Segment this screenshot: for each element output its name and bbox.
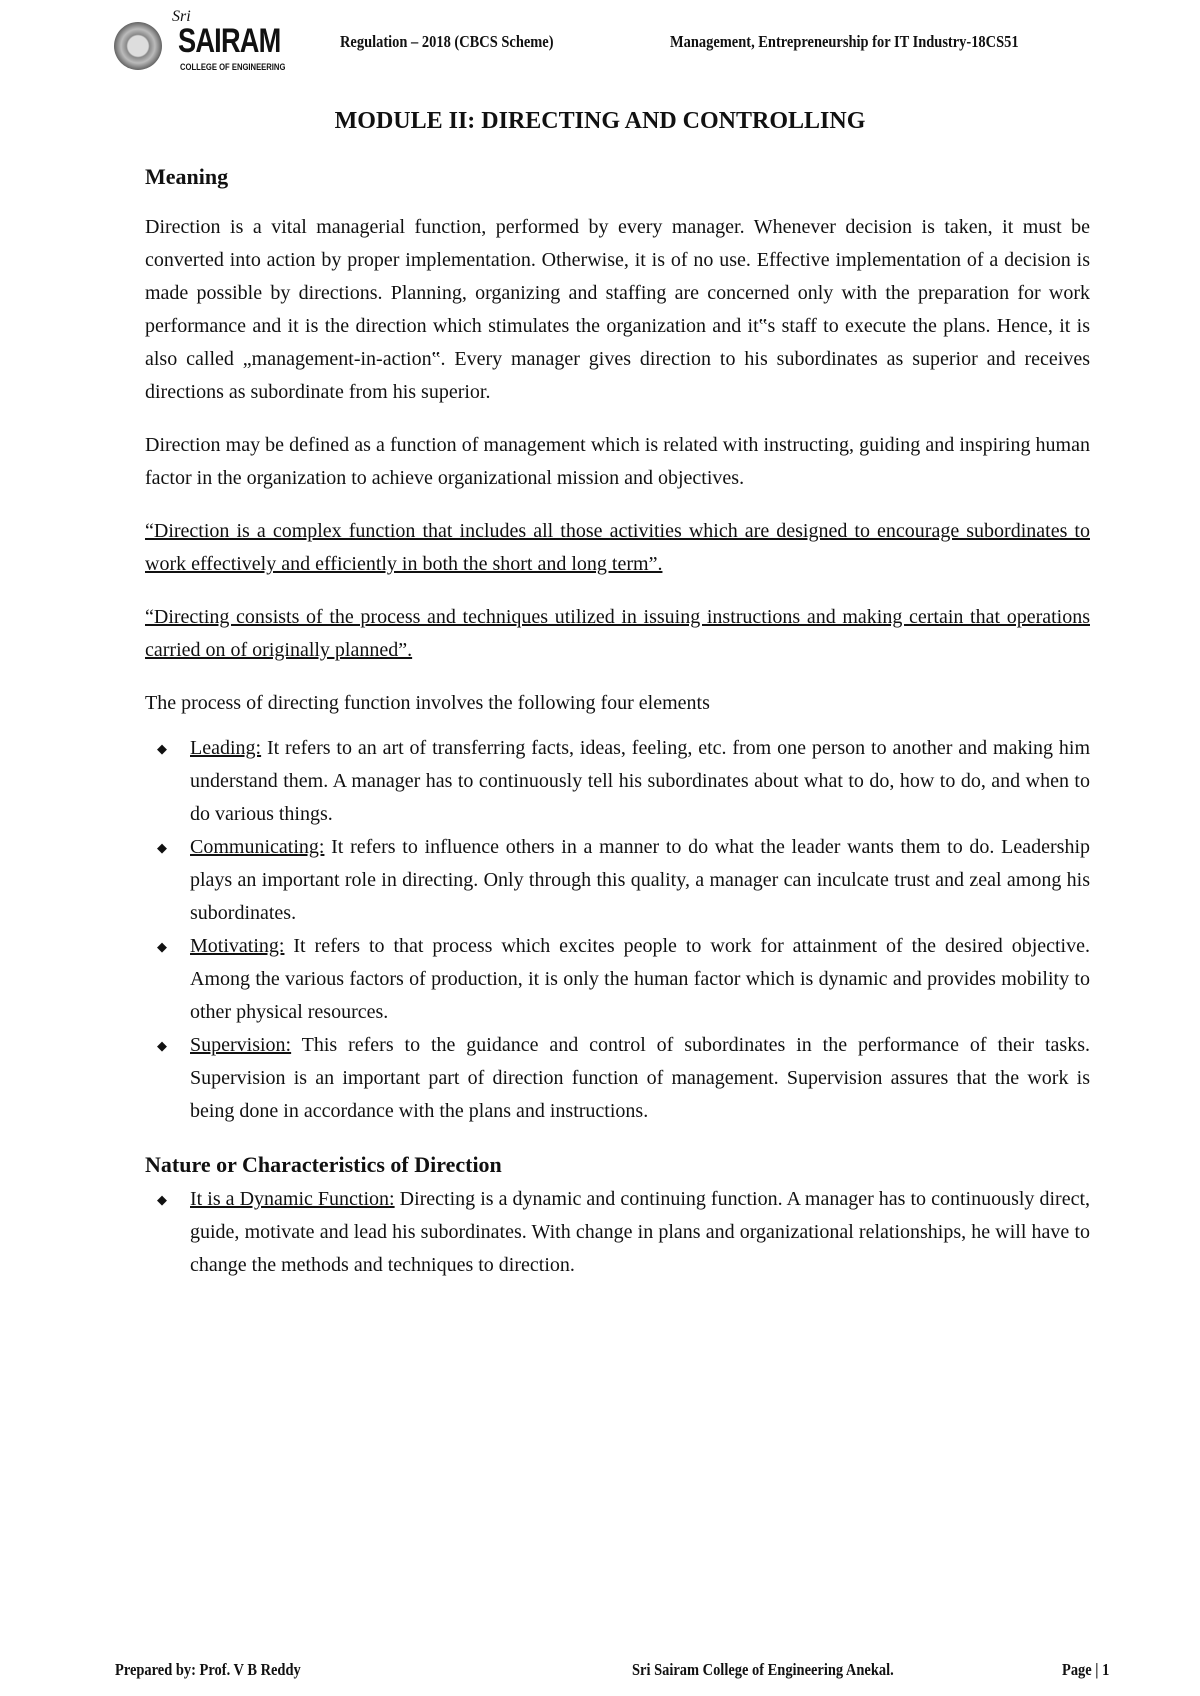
nature-heading: Nature or Characteristics of Direction bbox=[145, 1152, 502, 1177]
elements-list bbox=[145, 732, 1090, 1128]
term: Motivating: bbox=[190, 935, 285, 957]
footer-college: Sri Sairam College of Engineering Anekal. bbox=[632, 1660, 894, 1679]
nature-list bbox=[145, 1183, 1090, 1282]
prepared-by: Prepared by: Prof. V B Reddy bbox=[115, 1660, 301, 1679]
list-item bbox=[145, 732, 1090, 831]
logo-sri: Sri bbox=[172, 8, 191, 25]
regulation-text: Regulation – 2018 (CBCS Scheme) bbox=[340, 32, 554, 51]
page-header bbox=[110, 8, 1170, 74]
definition: It refers to an art of transferring facts, ideas, feeling, etc. from one person to another and making him understand them. A manager has to continuously tell his subordinates about what to do, how to do, and when to do various things. bbox=[190, 737, 1090, 825]
definition: This refers to the guidance and control of subordinates in the performance of their tasks. Supervision is an important part of direction function of management. Supervision assures that the work is being done in accordance with the plans and instructions. bbox=[190, 1034, 1090, 1122]
term: Supervision: bbox=[190, 1034, 292, 1056]
list-item bbox=[145, 1183, 1090, 1282]
list-item bbox=[145, 831, 1090, 930]
page-number: Page | 1 bbox=[1062, 1660, 1110, 1679]
term: It is a Dynamic Function: bbox=[190, 1188, 395, 1210]
list-item bbox=[145, 1029, 1090, 1128]
seal-icon bbox=[114, 22, 162, 70]
paragraph: The process of directing function involves the following four elements bbox=[145, 692, 710, 714]
quote: “Directing consists of the process and techniques utilized in issuing instructions and making certain that operations carried on of originally planned”. bbox=[145, 606, 1090, 661]
term: Communicating: bbox=[190, 836, 325, 858]
definition: It refers to influence others in a manner to do what the leader wants them to do. Leadership plays an important role in directing. Only through this quality, a manager can inculcate trust and zeal among his subordinates. bbox=[190, 836, 1090, 924]
quote: “Direction is a complex function that includes all those activities which are designed to encourage subordinates to work effectively and efficiently in both the short and long term”. bbox=[145, 520, 1090, 575]
college-logo bbox=[110, 8, 310, 74]
logo-subtitle: COLLEGE OF ENGINEERING bbox=[180, 62, 286, 72]
module-title: MODULE II: DIRECTING AND CONTROLLING bbox=[334, 108, 866, 134]
meaning-heading: Meaning bbox=[145, 164, 229, 189]
list-item bbox=[145, 930, 1090, 1029]
term: Leading: bbox=[190, 737, 262, 759]
paragraph: Direction may be defined as a function of management which is related with instructing, guiding and inspiring human factor in the organization to achieve organizational mission and objectives. bbox=[145, 434, 1090, 489]
definition: It refers to that process which excites people to work for attainment of the desired objective. Among the various factors of production, it is only the human factor which is dynamic and provides mobility to other physical resources. bbox=[190, 935, 1090, 1023]
definition: Directing is a dynamic and continuing function. A manager has to continuously direct, guide, motivate and lead his subordinates. With change in plans and organizational relationships, he will have to change the methods and techniques to direction. bbox=[190, 1188, 1090, 1276]
logo-name: SAIRAM bbox=[178, 22, 281, 60]
document-body bbox=[145, 160, 1090, 1292]
paragraph: Direction is a vital managerial function, performed by every manager. Whenever decision is taken, it must be converted into action by proper implementation. Otherwise, it is of no use. Effective implementation of a decision is made possible by directions. Planning, organizing and staffing are concerned only with the preparation for work performance and it is the direction which stimulates the organization and it‟s staff to execute the plans. Hence, it is also called „management-in-action‟. Every manager gives direction to his subordinates as superior and receives directions as subordinate from his superior. bbox=[145, 216, 1090, 403]
course-text: Management, Entrepreneurship for IT Industry-18CS51 bbox=[670, 32, 1019, 51]
